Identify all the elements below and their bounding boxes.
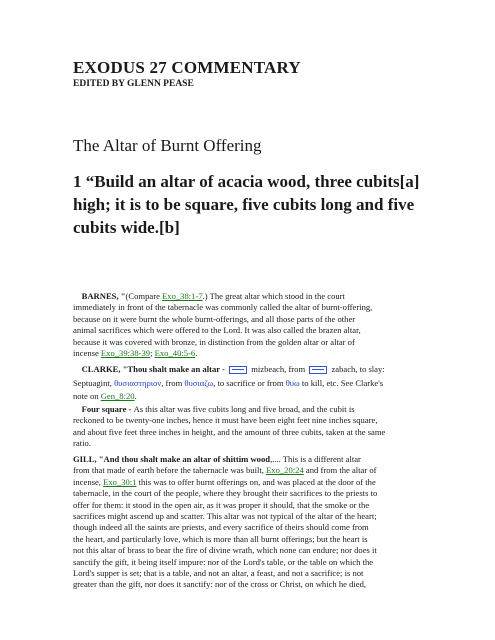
four-square-line: reckoned to be twenty-one inches, hence it must have been eight feet nine inches square, [73,415,378,426]
gill-line: the heart, and particularly love, which is more than all burnt offerings; but the heart is [73,533,368,544]
barnes-line: because on it were burnt the whole burnt-offerings, and all those parts of the other [73,313,356,324]
gill-line: sanctify the gift, it being itself impure: nor of the Lord's table, or the table on which the [73,556,374,567]
clarke-label: CLARKE, "Thou shalt make an altar - [81,364,228,374]
gill-commentary [73,454,447,591]
barnes-label: BARNES, " [81,291,126,301]
barnes-first-line: BARNES, "(Compare Exo_38:1-7.) The great altar which stood in the court [81,291,345,301]
gill-line: not this altar of brass to bear the fire of divine wrath, which none can endure; nor does it [73,545,377,556]
gill-line: though indeed all the saints are priests, and every sacrifice of theirs should come from [73,522,369,533]
gill-line: from that made of earth before the tabernacle was built, Exo_20:24 and from the altar of [73,465,377,476]
verse-line: 1 “Build an altar of acacia wood, three cubits[a] [73,172,420,191]
hebrew-glyph-icon [309,366,327,374]
gill-line: Lord's supper is set; that is a table, and not an altar, a feast, and not a sacrifice; is not [73,568,364,579]
four-square-line: ratio. [73,438,91,449]
barnes-commentary [73,291,447,359]
page-title: EXODUS 27 COMMENTARY [73,58,301,77]
gill-label: GILL, "And thou shalt make an altar of shittim wood [73,454,271,464]
section-title: The Altar of Burnt Offering [73,136,262,155]
gill-line: sacrifices might ascend up and scatter. This altar was not typical of the altar of the heart; [73,511,377,522]
gill-line: offer for them: it stood in the open air, as it was proper it should, that the smoke or the [73,499,370,510]
barnes-line: because it was covered with bronze, in distinction from the golden altar or altar of [73,336,355,347]
hebrew-glyph-icon [229,366,247,374]
four-square-line: and about five feet three inches in height, and the amount of three cubits, taken at the same [73,426,386,437]
clarke-commentary [73,363,447,404]
four-square-note [73,404,447,450]
gill-line: tabernacle, in the court of the people, where they brought their sacrifices to the priests to [73,488,378,499]
greek-word: θυσιαστηριον [114,377,162,388]
four-square-first-line: Four square - As this altar was five cubits long and five broad, and the cubit is [81,404,355,414]
greek-word: θυσιαζω [184,377,214,388]
page-subtitle: EDITED BY GLENN PEASE [73,79,194,89]
gill-line: incense, Exo_30:1 this was to offer burnt offerings on, and was placed at the door of the [73,476,376,487]
clarke-line: Septuagint, θυσιαστηριον, from θυσιαζω, to sacrifice or from θυω to kill, etc. See Clarke's [73,377,384,388]
scripture-link[interactable]: Exo_40:5-6 [154,348,196,359]
scripture-link[interactable]: Exo_39:38-39 [100,348,151,359]
scripture-link[interactable]: Exo_38:1-7 [162,291,203,301]
verse-line: cubits wide.[b] [73,218,180,237]
barnes-last-line: incense Exo_39:38-39; Exo_40:5-6. [73,348,198,359]
clarke-line: note on Gen_8:20. [73,391,137,401]
clarke-first-line: CLARKE, "Thou shalt make an altar - mizbeach, from zabach, to slay: [81,364,385,374]
scripture-link[interactable]: Exo_30:1 [103,476,137,487]
scripture-link[interactable]: Gen_8:20 [100,391,135,401]
barnes-line: immediately in front of the tabernacle was commonly called the altar of burnt-offering, [73,302,373,313]
verse-text [73,170,443,239]
gill-first-line: GILL, "And thou shalt make an altar of shittim wood,.... This is a different altar [73,454,361,464]
four-square-label: Four square - [81,404,134,414]
gill-line: greater than the gift, nor does it sanctify: nor of the cross or Christ, on which he died, [73,579,367,590]
barnes-line: animal sacrifices which were offered to the Lord. It was also called the brazen altar, [73,325,361,336]
verse-line: high; it is to be square, five cubits long and five [73,195,415,214]
scripture-link[interactable]: Exo_20:24 [266,465,304,476]
greek-word: θυω [285,377,300,388]
